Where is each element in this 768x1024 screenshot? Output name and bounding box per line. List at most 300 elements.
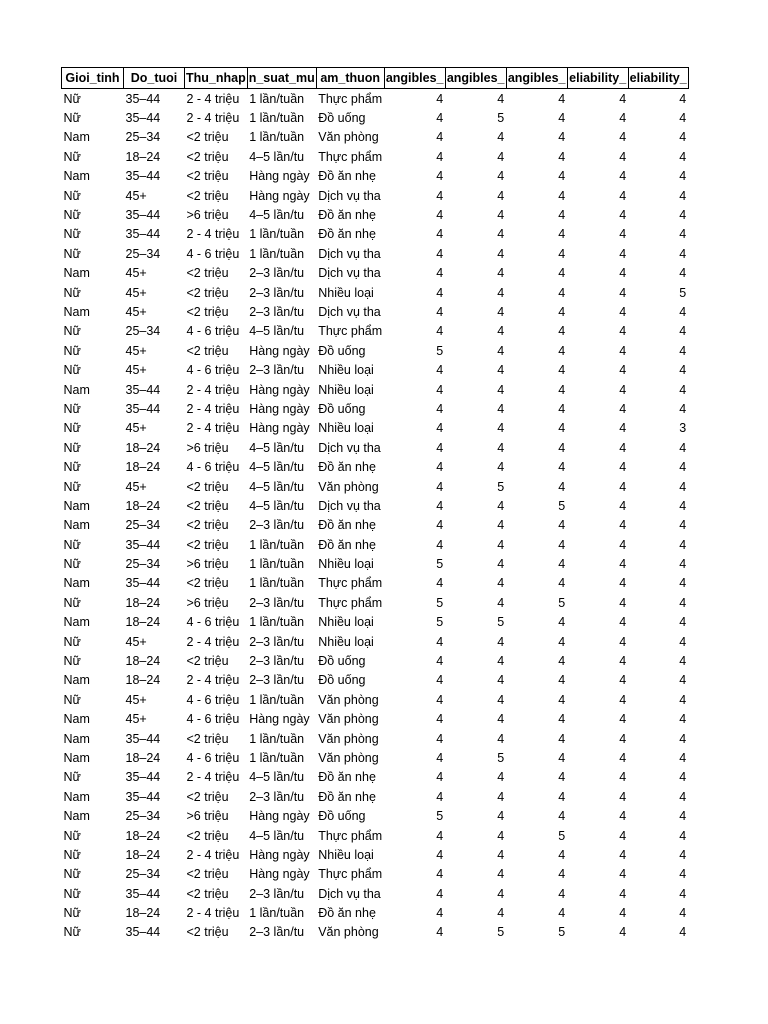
table-cell[interactable]: 4 [679, 576, 687, 591]
table-cell[interactable]: 4 [619, 634, 627, 649]
table-cell[interactable]: Nữ [63, 246, 81, 261]
table-cell[interactable]: 4 [619, 557, 627, 572]
table-cell[interactable]: 4 [558, 712, 566, 727]
table-cell[interactable]: 5 [497, 925, 505, 940]
table-cell[interactable]: 4 [619, 867, 627, 882]
table-cell[interactable]: 4 [619, 401, 627, 416]
table-cell[interactable]: 2–3 lần/tu [249, 925, 305, 940]
table-cell[interactable]: 4 [436, 460, 444, 475]
table-cell[interactable]: 4 [619, 615, 627, 630]
table-cell[interactable]: >6 triệu [186, 557, 229, 572]
table-cell[interactable]: 4 [679, 673, 687, 688]
table-cell[interactable]: 35–44 [125, 731, 161, 746]
table-cell[interactable]: <2 triệu [186, 498, 229, 513]
table-cell[interactable]: Nữ [63, 285, 81, 300]
table-cell[interactable]: <2 triệu [186, 886, 229, 901]
table-cell[interactable]: 4 [558, 246, 566, 261]
table-cell[interactable]: 4 [558, 285, 566, 300]
table-cell[interactable]: 4 [558, 363, 566, 378]
header-cell[interactable]: eliability_ [567, 68, 628, 89]
table-cell[interactable]: 4 [436, 363, 444, 378]
table-cell[interactable]: 4 [679, 906, 687, 921]
table-cell[interactable]: 5 [436, 809, 444, 824]
table-cell[interactable]: 4 [436, 169, 444, 184]
table-cell[interactable]: Thực phẩm [318, 595, 383, 610]
table-cell[interactable]: 4 [558, 537, 566, 552]
table-cell[interactable]: 4 [558, 111, 566, 126]
table-cell[interactable]: 18–24 [125, 149, 161, 164]
table-cell[interactable]: 4 [619, 595, 627, 610]
table-cell[interactable]: 2 - 4 triệu [186, 91, 240, 106]
table-cell[interactable]: 4 [619, 266, 627, 281]
table-cell[interactable]: <2 triệu [186, 576, 229, 591]
table-cell[interactable]: 4 [558, 149, 566, 164]
table-cell[interactable]: 4 [619, 460, 627, 475]
table-cell[interactable]: 4 [558, 654, 566, 669]
table-cell[interactable]: 4 [436, 634, 444, 649]
table-cell[interactable]: <2 triệu [186, 304, 229, 319]
table-cell[interactable]: 2–3 lần/tu [249, 789, 305, 804]
table-cell[interactable]: 45+ [125, 343, 147, 358]
table-cell[interactable]: Nữ [63, 537, 81, 552]
table-cell[interactable]: 4 [436, 285, 444, 300]
table-cell[interactable]: 4 [436, 886, 444, 901]
table-cell[interactable]: 4 [619, 925, 627, 940]
table-cell[interactable]: 4 [436, 324, 444, 339]
table-cell[interactable]: 18–24 [125, 750, 161, 765]
table-cell[interactable]: 5 [436, 557, 444, 572]
table-cell[interactable]: Hàng ngày [249, 169, 310, 184]
table-cell[interactable]: <2 triệu [186, 266, 229, 281]
table-cell[interactable]: Đồ ăn nhẹ [318, 789, 376, 804]
table-cell[interactable]: 2 - 4 triệu [186, 382, 240, 397]
table-cell[interactable]: 4 [497, 304, 505, 319]
table-cell[interactable]: 4 [619, 712, 627, 727]
table-cell[interactable]: Dịch vụ tha [318, 440, 381, 455]
table-cell[interactable]: 4 [679, 886, 687, 901]
table-cell[interactable]: 2–3 lần/tu [249, 363, 305, 378]
table-cell[interactable]: 2 - 4 triệu [186, 673, 240, 688]
table-cell[interactable]: 4 [497, 906, 505, 921]
table-cell[interactable]: 18–24 [125, 906, 161, 921]
table-cell[interactable]: 2 - 4 triệu [186, 634, 240, 649]
table-cell[interactable]: 4 [558, 731, 566, 746]
table-cell[interactable]: 4 [679, 750, 687, 765]
table-cell[interactable]: 4 [558, 615, 566, 630]
table-cell[interactable]: 3 [679, 421, 687, 436]
table-cell[interactable]: 4 [558, 208, 566, 223]
table-cell[interactable]: Đồ ăn nhẹ [318, 770, 376, 785]
table-cell[interactable]: 4 [619, 906, 627, 921]
table-cell[interactable]: 4 [679, 712, 687, 727]
header-cell[interactable]: angibles_ [445, 68, 506, 89]
table-cell[interactable]: 4 [679, 266, 687, 281]
table-cell[interactable]: 4 [436, 789, 444, 804]
table-cell[interactable]: 4 [679, 615, 687, 630]
table-cell[interactable]: 4 [619, 886, 627, 901]
table-cell[interactable]: 45+ [125, 285, 147, 300]
table-cell[interactable]: 4 [497, 847, 505, 862]
table-cell[interactable]: 4 [497, 208, 505, 223]
table-cell[interactable]: 4 [436, 304, 444, 319]
table-cell[interactable]: Nhiều loại [318, 615, 374, 630]
table-cell[interactable]: 2–3 lần/tu [249, 518, 305, 533]
table-cell[interactable]: 35–44 [125, 91, 161, 106]
table-cell[interactable]: 18–24 [125, 615, 161, 630]
table-cell[interactable]: 4 [436, 208, 444, 223]
table-cell[interactable]: Nữ [63, 692, 81, 707]
header-cell[interactable]: am_thuon [316, 68, 384, 89]
table-cell[interactable]: Nhiều loại [318, 382, 374, 397]
table-cell[interactable]: 45+ [125, 634, 147, 649]
table-cell[interactable]: 4 [619, 498, 627, 513]
table-cell[interactable]: 4 [679, 537, 687, 552]
table-cell[interactable]: <2 triệu [186, 149, 229, 164]
table-cell[interactable]: 4 [558, 421, 566, 436]
table-cell[interactable]: 2 - 4 triệu [186, 770, 240, 785]
header-cell[interactable]: angibles_ [384, 68, 445, 89]
table-cell[interactable]: 4 [497, 246, 505, 261]
table-cell[interactable]: 4 [558, 304, 566, 319]
table-cell[interactable]: 4 [558, 750, 566, 765]
table-cell[interactable]: 4 [558, 789, 566, 804]
table-cell[interactable]: 2–3 lần/tu [249, 634, 305, 649]
table-cell[interactable]: 4 [497, 518, 505, 533]
table-cell[interactable]: 4 [558, 867, 566, 882]
table-cell[interactable]: 4 [497, 324, 505, 339]
table-cell[interactable]: 4 [558, 847, 566, 862]
table-cell[interactable]: 4 [436, 382, 444, 397]
table-cell[interactable]: 5 [558, 925, 566, 940]
table-cell[interactable]: 4 [497, 692, 505, 707]
table-cell[interactable]: <2 triệu [186, 169, 229, 184]
table-cell[interactable]: 2 - 4 triệu [186, 847, 240, 862]
table-cell[interactable]: 1 lần/tuần [249, 731, 305, 746]
table-cell[interactable]: Hàng ngày [249, 421, 310, 436]
table-cell[interactable]: <2 triệu [186, 867, 229, 882]
table-cell[interactable]: 4 [679, 111, 687, 126]
table-cell[interactable]: 4 [436, 925, 444, 940]
table-cell[interactable]: Văn phòng [318, 130, 379, 145]
table-cell[interactable]: 4 [619, 828, 627, 843]
table-cell[interactable]: 2–3 lần/tu [249, 673, 305, 688]
table-cell[interactable]: 4 [558, 188, 566, 203]
table-cell[interactable]: 4 [436, 111, 444, 126]
table-cell[interactable]: <2 triệu [186, 537, 229, 552]
table-cell[interactable]: 1 lần/tuần [249, 576, 305, 591]
table-cell[interactable]: 4 [436, 770, 444, 785]
table-cell[interactable]: 45+ [125, 266, 147, 281]
table-cell[interactable]: 4 [679, 246, 687, 261]
table-cell[interactable]: 4 [497, 770, 505, 785]
table-cell[interactable]: Nữ [63, 867, 81, 882]
table-cell[interactable]: 35–44 [125, 111, 161, 126]
table-cell[interactable]: 4 [619, 304, 627, 319]
table-cell[interactable]: 4 [497, 91, 505, 106]
table-cell[interactable]: 4 [497, 382, 505, 397]
table-cell[interactable]: Dịch vụ tha [318, 886, 381, 901]
table-cell[interactable]: 4 [558, 673, 566, 688]
table-cell[interactable]: 18–24 [125, 440, 161, 455]
table-cell[interactable]: 4 [619, 576, 627, 591]
table-cell[interactable]: 4 [558, 91, 566, 106]
table-cell[interactable]: 4 [619, 789, 627, 804]
table-cell[interactable]: 4–5 lần/tu [249, 208, 305, 223]
table-cell[interactable]: Dịch vụ tha [318, 304, 381, 319]
table-cell[interactable]: 35–44 [125, 382, 161, 397]
table-cell[interactable]: 18–24 [125, 595, 161, 610]
table-cell[interactable]: 2 - 4 triệu [186, 401, 240, 416]
table-cell[interactable]: 4 [436, 654, 444, 669]
table-cell[interactable]: 4 [679, 654, 687, 669]
table-cell[interactable]: Nam [63, 789, 90, 804]
table-cell[interactable]: <2 triệu [186, 130, 229, 145]
table-cell[interactable]: 2–3 lần/tu [249, 266, 305, 281]
table-cell[interactable]: Nữ [63, 363, 81, 378]
table-cell[interactable]: 4 [619, 382, 627, 397]
table-cell[interactable]: Nữ [63, 343, 81, 358]
header-cell[interactable]: angibles_ [506, 68, 567, 89]
table-cell[interactable]: 35–44 [125, 925, 161, 940]
table-cell[interactable]: 4 [679, 595, 687, 610]
table-cell[interactable]: Nữ [63, 421, 81, 436]
table-cell[interactable]: 2 - 4 triệu [186, 906, 240, 921]
table-cell[interactable]: 4 [679, 460, 687, 475]
table-cell[interactable]: Văn phòng [318, 731, 379, 746]
table-cell[interactable]: 5 [436, 615, 444, 630]
table-cell[interactable]: Nam [63, 304, 90, 319]
table-cell[interactable]: 4 [558, 401, 566, 416]
table-cell[interactable]: Đồ ăn nhẹ [318, 208, 376, 223]
table-cell[interactable]: Nam [63, 809, 90, 824]
table-cell[interactable]: 4 [679, 324, 687, 339]
table-cell[interactable]: 1 lần/tuần [249, 111, 305, 126]
table-cell[interactable]: 4 [497, 654, 505, 669]
table-cell[interactable]: Nữ [63, 208, 81, 223]
table-cell[interactable]: 4 [558, 557, 566, 572]
table-cell[interactable]: 4 [679, 770, 687, 785]
table-cell[interactable]: 5 [558, 498, 566, 513]
table-cell[interactable]: Nữ [63, 886, 81, 901]
table-cell[interactable]: 4 [679, 847, 687, 862]
table-cell[interactable]: <2 triệu [186, 479, 229, 494]
header-cell[interactable]: Do_tuoi [124, 68, 185, 89]
table-cell[interactable]: Văn phòng [318, 479, 379, 494]
table-cell[interactable]: 5 [436, 343, 444, 358]
table-cell[interactable]: 5 [497, 615, 505, 630]
table-cell[interactable]: Thực phẩm [318, 867, 383, 882]
table-cell[interactable]: 4 [619, 731, 627, 746]
table-cell[interactable]: 5 [558, 828, 566, 843]
table-cell[interactable]: 2–3 lần/tu [249, 285, 305, 300]
header-cell[interactable]: Gioi_tinh [62, 68, 124, 89]
table-cell[interactable]: 18–24 [125, 654, 161, 669]
table-cell[interactable]: Văn phòng [318, 750, 379, 765]
table-cell[interactable]: 4 [558, 906, 566, 921]
table-cell[interactable]: 4 [679, 169, 687, 184]
table-cell[interactable]: Dịch vụ tha [318, 246, 381, 261]
table-cell[interactable]: 35–44 [125, 169, 161, 184]
table-cell[interactable]: 4 [436, 906, 444, 921]
table-cell[interactable]: Nam [63, 576, 90, 591]
table-cell[interactable]: 4 - 6 triệu [186, 246, 240, 261]
table-cell[interactable]: 4 [679, 479, 687, 494]
table-cell[interactable]: 4 [679, 518, 687, 533]
table-cell[interactable]: 4 [497, 149, 505, 164]
table-cell[interactable]: 4 [619, 673, 627, 688]
table-cell[interactable]: 1 lần/tuần [249, 615, 305, 630]
table-cell[interactable]: Đồ ăn nhẹ [318, 537, 376, 552]
table-cell[interactable]: 4 [436, 731, 444, 746]
table-cell[interactable]: 4 [679, 440, 687, 455]
table-cell[interactable]: 4 [558, 382, 566, 397]
table-cell[interactable]: 45+ [125, 304, 147, 319]
table-cell[interactable]: 2–3 lần/tu [249, 886, 305, 901]
table-cell[interactable]: 1 lần/tuần [249, 750, 305, 765]
table-cell[interactable]: Nữ [63, 925, 81, 940]
table-cell[interactable]: Nữ [63, 401, 81, 416]
table-cell[interactable]: Đồ uống [318, 111, 366, 126]
table-cell[interactable]: 25–34 [125, 557, 161, 572]
table-cell[interactable]: 18–24 [125, 847, 161, 862]
table-cell[interactable]: 25–34 [125, 246, 161, 261]
table-cell[interactable]: 4 [497, 440, 505, 455]
table-cell[interactable]: 4 [436, 246, 444, 261]
table-cell[interactable]: 5 [679, 285, 687, 300]
table-cell[interactable]: 1 lần/tuần [249, 557, 305, 572]
table-cell[interactable]: 4 [436, 421, 444, 436]
table-cell[interactable]: <2 triệu [186, 188, 229, 203]
table-cell[interactable]: Hàng ngày [249, 188, 310, 203]
header-cell[interactable]: eliability_ [628, 68, 688, 89]
table-cell[interactable]: Đồ ăn nhẹ [318, 460, 376, 475]
table-cell[interactable]: 4–5 lần/tu [249, 479, 305, 494]
table-cell[interactable]: Đồ uống [318, 343, 366, 358]
table-cell[interactable]: 4 [436, 149, 444, 164]
table-cell[interactable]: 35–44 [125, 208, 161, 223]
table-cell[interactable]: 4 [679, 130, 687, 145]
table-cell[interactable]: 4–5 lần/tu [249, 149, 305, 164]
table-cell[interactable]: Đồ uống [318, 673, 366, 688]
table-cell[interactable]: 4 [497, 576, 505, 591]
table-cell[interactable]: 4 [497, 343, 505, 358]
table-cell[interactable]: 4 [679, 498, 687, 513]
table-cell[interactable]: Nhiều loại [318, 557, 374, 572]
table-cell[interactable]: Nữ [63, 149, 81, 164]
table-cell[interactable]: 1 lần/tuần [249, 906, 305, 921]
table-cell[interactable]: 18–24 [125, 498, 161, 513]
table-cell[interactable]: Hàng ngày [249, 867, 310, 882]
table-cell[interactable]: Nhiều loại [318, 421, 374, 436]
table-cell[interactable]: 25–34 [125, 518, 161, 533]
table-cell[interactable]: 4 - 6 triệu [186, 324, 240, 339]
table-cell[interactable]: 2–3 lần/tu [249, 304, 305, 319]
table-cell[interactable]: Nam [63, 382, 90, 397]
table-cell[interactable]: 4 [679, 634, 687, 649]
table-cell[interactable]: 4 [619, 91, 627, 106]
table-cell[interactable]: 4 [436, 537, 444, 552]
table-cell[interactable]: Nữ [63, 324, 81, 339]
table-cell[interactable]: Văn phòng [318, 925, 379, 940]
table-cell[interactable]: Nam [63, 169, 90, 184]
table-cell[interactable]: 4 [497, 401, 505, 416]
table-cell[interactable]: 4 [436, 576, 444, 591]
table-cell[interactable]: 4 [558, 460, 566, 475]
table-cell[interactable]: 35–44 [125, 886, 161, 901]
table-cell[interactable]: 4 [619, 750, 627, 765]
table-cell[interactable]: Nhiều loại [318, 363, 374, 378]
table-cell[interactable]: Hàng ngày [249, 343, 310, 358]
table-cell[interactable]: 35–44 [125, 770, 161, 785]
table-cell[interactable]: 4 [679, 867, 687, 882]
table-cell[interactable]: Nam [63, 750, 90, 765]
table-cell[interactable]: Nữ [63, 227, 81, 242]
table-cell[interactable]: Nữ [63, 906, 81, 921]
table-cell[interactable]: 4 - 6 triệu [186, 363, 240, 378]
table-cell[interactable]: 4 [436, 712, 444, 727]
table-cell[interactable]: <2 triệu [186, 654, 229, 669]
table-cell[interactable]: Đồ ăn nhẹ [318, 518, 376, 533]
table-cell[interactable]: 4 [497, 886, 505, 901]
table-cell[interactable]: 4 [558, 809, 566, 824]
table-cell[interactable]: 4 [558, 692, 566, 707]
table-cell[interactable]: Văn phòng [318, 692, 379, 707]
table-cell[interactable]: <2 triệu [186, 731, 229, 746]
table-cell[interactable]: 4 [619, 169, 627, 184]
table-cell[interactable]: 4 [679, 382, 687, 397]
table-cell[interactable]: 4 [497, 673, 505, 688]
table-cell[interactable]: 4 [497, 130, 505, 145]
table-cell[interactable]: Hàng ngày [249, 401, 310, 416]
table-cell[interactable]: 4 [436, 867, 444, 882]
table-cell[interactable]: 4 [497, 498, 505, 513]
table-cell[interactable]: 4–5 lần/tu [249, 440, 305, 455]
table-cell[interactable]: Nữ [63, 460, 81, 475]
table-cell[interactable]: Hàng ngày [249, 809, 310, 824]
table-cell[interactable]: 4 [436, 401, 444, 416]
table-cell[interactable]: 5 [558, 595, 566, 610]
table-cell[interactable]: 4–5 lần/tu [249, 460, 305, 475]
table-cell[interactable]: Đồ uống [318, 401, 366, 416]
table-cell[interactable]: 4 [436, 227, 444, 242]
table-cell[interactable]: 4 [558, 440, 566, 455]
table-cell[interactable]: Nam [63, 712, 90, 727]
table-cell[interactable]: <2 triệu [186, 925, 229, 940]
header-cell[interactable]: Thu_nhap [185, 68, 248, 89]
table-cell[interactable]: Nữ [63, 595, 81, 610]
table-cell[interactable]: 1 lần/tuần [249, 91, 305, 106]
table-cell[interactable]: Nữ [63, 557, 81, 572]
table-cell[interactable]: 25–34 [125, 130, 161, 145]
table-cell[interactable]: 4 [497, 421, 505, 436]
table-cell[interactable]: 4 - 6 triệu [186, 615, 240, 630]
table-cell[interactable]: 5 [497, 111, 505, 126]
table-cell[interactable]: 4 [619, 654, 627, 669]
table-cell[interactable]: >6 triệu [186, 440, 229, 455]
table-cell[interactable]: 4 [436, 130, 444, 145]
table-cell[interactable]: 25–34 [125, 809, 161, 824]
table-cell[interactable]: 4 [679, 91, 687, 106]
table-cell[interactable]: 4 - 6 triệu [186, 750, 240, 765]
table-cell[interactable]: Nam [63, 673, 90, 688]
table-cell[interactable]: Nam [63, 731, 90, 746]
table-cell[interactable]: 4 [679, 828, 687, 843]
table-cell[interactable]: 4 [497, 557, 505, 572]
table-cell[interactable]: 4 [558, 266, 566, 281]
table-cell[interactable]: 4 [619, 149, 627, 164]
table-cell[interactable]: 4 [497, 595, 505, 610]
table-cell[interactable]: 4 [497, 789, 505, 804]
